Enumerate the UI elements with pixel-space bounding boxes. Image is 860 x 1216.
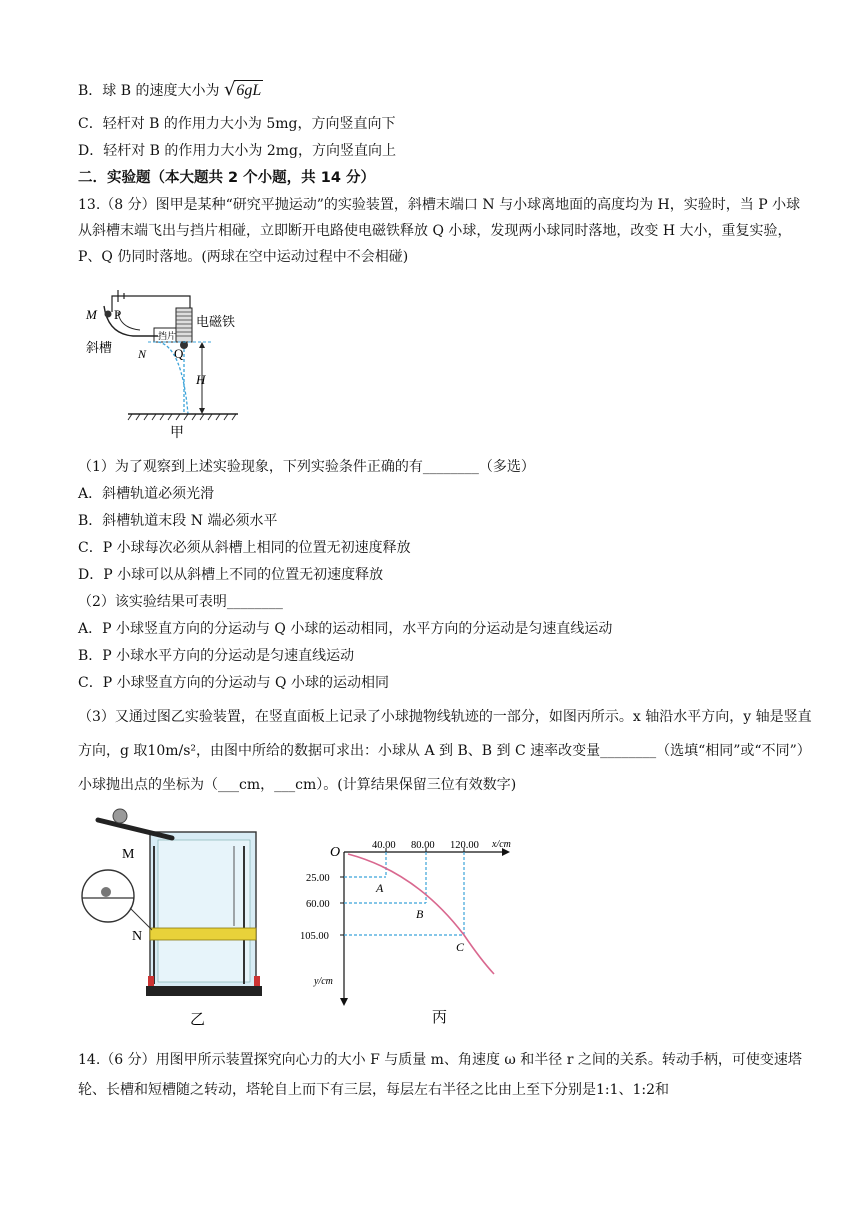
- caption-bing: 丙: [432, 1010, 448, 1026]
- q12-option-d: D．轻杆对 B 的作用力大小为 2mg，方向竖直向上: [78, 143, 397, 159]
- q13-stem: 13.（8 分）图甲是某种“研究平抛运动”的实验装置，斜槽末端口 N 与小球离地面的高度均为 H，实验时，当 P 小球从斜槽末端飞出与挡片相碰，立即断开电路使电磁铁释放 Q 小球，发现两小球同时落地，改变 H 大小，重复实验，P、Q 仍同时落地。(两球在空中运动过程中不会相碰): [78, 197, 801, 265]
- q13-part1-option-b: B．斜槽轨道末段 N 端必须水平: [78, 513, 278, 529]
- q13-part1-option-c: C．P 小球每次必须从斜槽上相同的位置无初速度释放: [78, 540, 411, 556]
- label-h: H: [196, 372, 206, 387]
- x-tick-label: 40.00: [372, 840, 396, 851]
- y-tick-label: 60.00: [306, 899, 330, 910]
- point-a-label: A: [376, 881, 384, 895]
- q13-part2-option-b: B．P 小球水平方向的分运动是匀速直线运动: [78, 648, 355, 664]
- q14-stem: 14.（6 分）用图甲所示装置探究向心力的大小 F 与质量 m、角速度 ω 和半径 r 之间的关系。转动手柄，可使变速塔轮、长槽和短槽随之转动，塔轮自上而下有三层，每层左右半径之比由上至下分别是1:1、1:2和: [78, 1052, 802, 1098]
- label-magnet: 电磁铁: [196, 314, 236, 329]
- label-yi-m: M: [122, 847, 135, 862]
- section-heading: 二．实验题（本大题共 2 个小题，共 14 分）: [78, 170, 375, 186]
- x-tick-label: 120.00: [450, 840, 479, 851]
- q12-option-b-text: B．球 B 的速度大小为: [78, 83, 220, 99]
- q13-part3: （3）又通过图乙实验装置，在竖直面板上记录了小球抛物线轨迹的一部分，如图丙所示。x 轴沿水平方向，y 轴是竖直方向，g 取10m/s²，由图中所给的数据可求出：小球从 A 到 B、B 到 C 速率改变量________（选填“相同”或“不同”）小球抛出点的坐标为（___cm，___cm）。(计算结果保留三位有效数字): [78, 709, 812, 793]
- y-tick-label: 25.00: [306, 873, 330, 884]
- figure-jia: [78, 282, 258, 442]
- q12-option-c: C．轻杆对 B 的作用力大小为 5mg，方向竖直向下: [78, 116, 396, 132]
- q13-part1-option-d: D．P 小球可以从斜槽上不同的位置无初速度释放: [78, 567, 384, 583]
- caption-yi: 乙: [190, 1012, 206, 1028]
- x-axis-label: x/cm: [492, 839, 511, 850]
- label-n: N: [138, 347, 147, 361]
- label-q: Q: [174, 346, 184, 361]
- sqrt-sign: √: [223, 79, 236, 100]
- q12-option-b: [78, 80, 812, 101]
- label-p: P: [114, 307, 122, 322]
- y-axis-label: y/cm: [314, 976, 333, 987]
- figure-yi: [78, 806, 278, 1034]
- label-m: M: [86, 307, 97, 322]
- sqrt-expression: 6gL: [236, 82, 262, 99]
- x-tick-label: 80.00: [411, 840, 435, 851]
- origin-label: O: [330, 845, 341, 860]
- ball-p: [105, 311, 112, 318]
- label-chute: 斜槽: [86, 340, 113, 355]
- q13-part1: （1）为了观察到上述实验现象，下列实验条件正确的有________（多选）: [78, 459, 535, 475]
- y-tick-label: 105.00: [300, 931, 329, 942]
- caption-jia: 甲: [170, 426, 184, 441]
- point-c-label: C: [456, 940, 465, 954]
- figure-bing: [296, 832, 526, 1032]
- q13-part2: （2）该实验结果可表明________: [78, 594, 283, 610]
- label-yi-n: N: [132, 929, 143, 944]
- q13-part1-option-a: A．斜槽轨道必须光滑: [78, 486, 215, 502]
- q13-part2-option-c: C．P 小球竖直方向的分运动与 Q 小球的运动相同: [78, 675, 389, 691]
- q13-part2-option-a: A．P 小球竖直方向的分运动与 Q 小球的运动相同，水平方向的分运动是匀速直线运动: [78, 621, 613, 637]
- point-b-label: B: [416, 907, 424, 921]
- label-baffle: 挡片: [158, 331, 177, 341]
